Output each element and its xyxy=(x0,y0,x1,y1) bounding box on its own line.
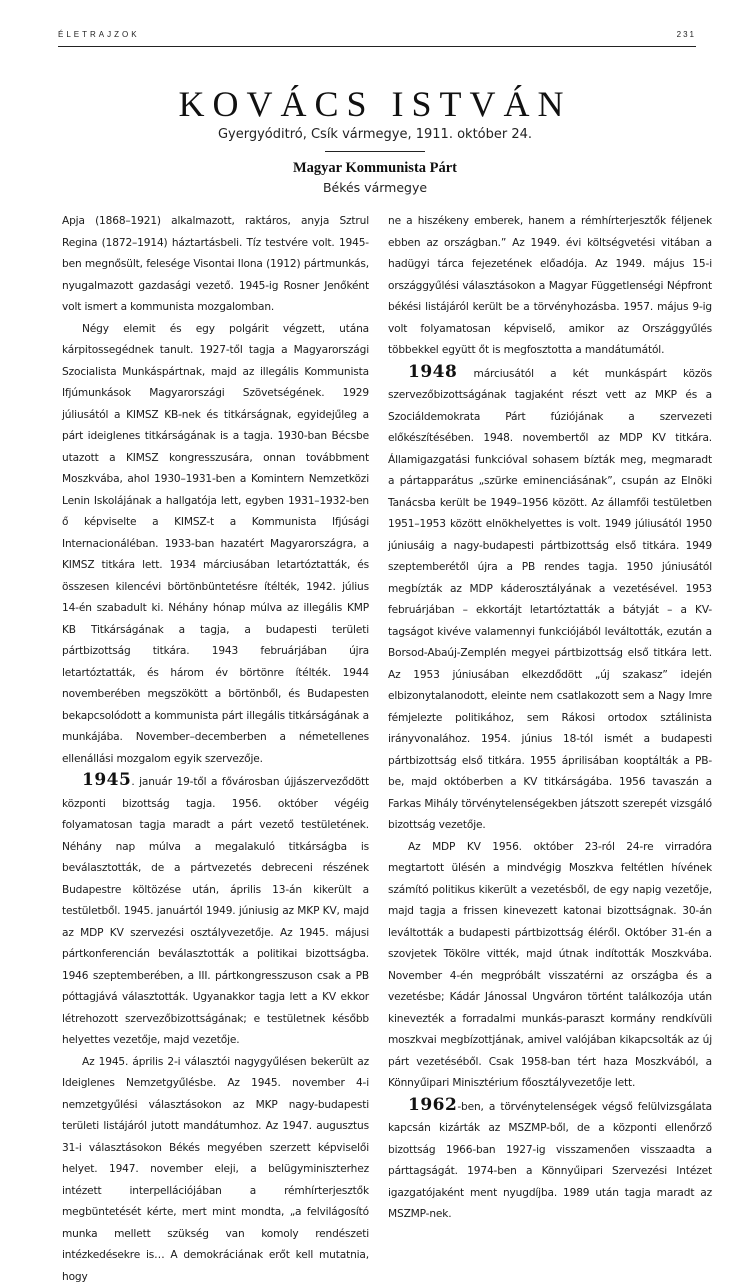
paragraph-1948-text: márciusától a két munkáspárt közös szervezőbizottságának tagjaként részt vett az MKP és a Szociáldemokrata Párt fúziójának a szervezeti előkészítésében. 1948. novembertől az MDP KV titkára. Államigazgatási funkcióval sohasem bízták meg, megmaradt a pártapparátus „szürke eminenciásának”, csupán az Elnöki Tanácsba került be 1949–1956 között. Az államfői testületben 1951–1953 között elnökhelyettes is volt. 1949 júliusától 1950 júniusáig a nagy-budapesti pártbizottság első titkára. 1949 szeptemberétől újra a PB rendes tagja. 1950 júniusától megbízták az MDP káderosztályának a vezetésével. 1953 februárjában – ekkortájt letartóztatták a bátyját – a KV-tagságot kivéve valamennyi funkciójából leváltották, ezután a Borsod-Abaúj-Zemplén megyei pártbizottság első titkára lett. Az 1953 júniusában elkezdődött „új szakasz” idején elbizonytalanodott, eleinte nem csatlakozott sem a Nagy Imre fémjelezte politikához, sem Rákosi ortodox sztálinista irányvonalához. 1954. június 18-tól ismét a budapesti pártbizottság első titkára. 1955 áprilisában kooptálták a PB-be, majd októberben a KV titkárságába. 1956 tavaszán a Farkas Mihály törvénytelenségekben játszott szerepét vizsgáló bizottság vezetője. xyxy=(388,368,712,832)
paragraph-family: Apja (1868–1921) alkalmazott, raktáros, anyja Sztrul Regina (1872–1914) háztartásbeli. Tíz testvére volt. 1945-ben megnősült, felesége Visontai Ilona (1912) pártmunkás, nyugalmazott gazdasági vezető. 1945-ig Rosner Jenőként volt ismert a kommunista mozgalomban. xyxy=(62,211,369,319)
page-number: 231 xyxy=(677,30,696,39)
paragraph-1948 xyxy=(388,362,712,837)
heading-divider xyxy=(325,151,425,152)
paragraph-1945-text: . január 19-től a fővárosban újjászerveződött központi bizottság tagja. 1956. október végéig folyamatosan tagja maradt a párt vezető testületének. Néhány nap múlva a megalakuló titkárságba is beválasztották, de a pártvezetés debreceni részének Budapestre költözése után, április 13-án kikerült a testületből. 1945. januártól 1949. júniusig az MKP KV, majd az MDP KV szervezési osztályvezetője. Az 1945. májusi pártkonferencián beválasztották a politikai bizottságba. 1946 szeptemberében, a III. pártkongresszuson csak a PB póttagjává választották. Ugyanakkor tagja lett a KV ekkor létrehozott szervezőbizottságának; e testületnek később helyettes vezetője, majd vezetője. xyxy=(62,776,369,1046)
paragraph-parliament: Az 1945. április 2-i választói nagygyűlésen bekerült az Ideiglenes Nemzetgyűlésbe. Az 1945. november 4-i nemzetgyűlési választásokon az MKP nagy-budapesti területi listájáról jutott mandátumhoz. Az 1947. augusztus 31-i választásokon Békés megyében szerzett képviselői helyet. 1947. november eleji, a belügyminiszterhez intézett interpellációjában a rémhírterjesztők megbüntetését kérte, mert mint mondta, „a felvilágosító munka mellett szükség van komoly rendészeti intézkedésekre is… A demokráciának erőt kell mutatnia, hogy xyxy=(62,1052,369,1288)
paragraph-1962 xyxy=(388,1095,712,1226)
paragraph-1945 xyxy=(62,770,369,1052)
paragraph-1962-text: -ben, a törvénytelenségek végső felülvizsgálata kapcsán kizárták az MSZMP-ből, de a központi ellenőrző bizottság 1966-ban 1927-ig visszamenően visszaadta a párttagságát. 1974-ben a Könnyűipari Szervezési Intézet igazgatójaként ment nyugdíjba. 1989 után tagja maradt az MSZMP-nek. xyxy=(388,1101,712,1221)
entry-heading xyxy=(0,84,750,198)
year-marker-1945: 1945 xyxy=(82,770,131,790)
county-name: Békés vármegye xyxy=(0,178,750,198)
section-title: ÉLETRAJZOK xyxy=(58,30,140,39)
left-column xyxy=(62,211,369,1288)
party-name: Magyar Kommunista Párt xyxy=(0,158,750,178)
right-column xyxy=(388,211,712,1226)
paragraph-education-career: Négy elemit és egy polgárit végzett, utána kárpitossegédnek tanult. 1927-től tagja a Magyarországi Szocialista Munkáspártnak, majd az illegális Kommunista Ifjúmunkások Magyarországi Szövetségének. 1929 júliusától a KIMSZ KB-nek és titkárságnak, egyidejűleg a párt ideiglenes titkárságának is a tagja. 1930-ban Bécsbe utazott a KIMSZ kongresszusára, onnan továbbment Moszkvába, ahol 1930–1931-ben a Komintern Nemzetközi Lenin Iskolájának a hallgatója lett, egyben 1931–1932-ben ő képviselte a KIMSZ-t a Kommunista Ifjúsági Internacionáléban. 1933-ban hazatért Magyarországra, a KIMSZ titkára lett. 1934 márciusában letartóztatták, és összesen kilencévi börtönbüntetésre ítélték, 1942. július 14-én szabadult ki. Néhány hónap múlva az illegális KMP KB Titkárságának a tagja, a budapesti területi pártbizottság titkára. 1943 februárjában újra letartóztatták, és három év börtönre ítélték. 1944 novemberében megszökött a börtönből, és Budapesten bekapcsolódott a kommunista párt illegális titkárságának a munkájába. November–decemberben a németellenes ellenállási mozgalom egyik szervezője. xyxy=(62,319,369,771)
birth-info: Gyergyóditró, Csík vármegye, 1911. október 24. xyxy=(0,125,750,145)
year-marker-1948: 1948 xyxy=(408,362,457,382)
person-name: KOVÁCS ISTVÁN xyxy=(0,84,750,124)
paragraph-1956: Az MDP KV 1956. október 23-ról 24-re virradóra megtartott ülésén a mindvégig Moszkva feltétlen hívének számító politikus kikerült a vezetésből, de egy napig vezetője, majd tagja a frissen kinevezett katonai bizottságnak. 30-án leváltották a budapesti pártbizottság éléről. Október 31-én a szovjetek Tökölre vitték, majd útnak indították Moszkvába. November 4-én megpróbált visszatérni az országba és a vezetésbe; Kádár Jánossal Ungváron történt találkozója után kinevezték a forradalmi munkás-paraszt kormány rendkívüli moszkvai megbízottjának, amivel valójában kikapcsolták az új párt vezetéséből. Csak 1958-ban tért haza Moszkvából, a Könnyűipari Minisztérium főosztályvezetője lett. xyxy=(388,837,712,1095)
year-marker-1962: 1962 xyxy=(408,1095,457,1115)
paragraph-continuation: ne a hiszékeny emberek, hanem a rémhírterjesztők féljenek ebben az országban.” Az 1949. évi költségvetési vitában a hadügyi tárca fejezetének előadója. Az 1949. május 15-i országgyűlési választásokon a Magyar Függetlenségi Népfront békési listájáról került be a törvényhozásba. 1957. május 9-ig volt folyamatosan képviselő, amikor az Országgyűlés többekkel együtt őt is megfosztotta a mandátumától. xyxy=(388,211,712,362)
header-rule xyxy=(58,46,696,47)
